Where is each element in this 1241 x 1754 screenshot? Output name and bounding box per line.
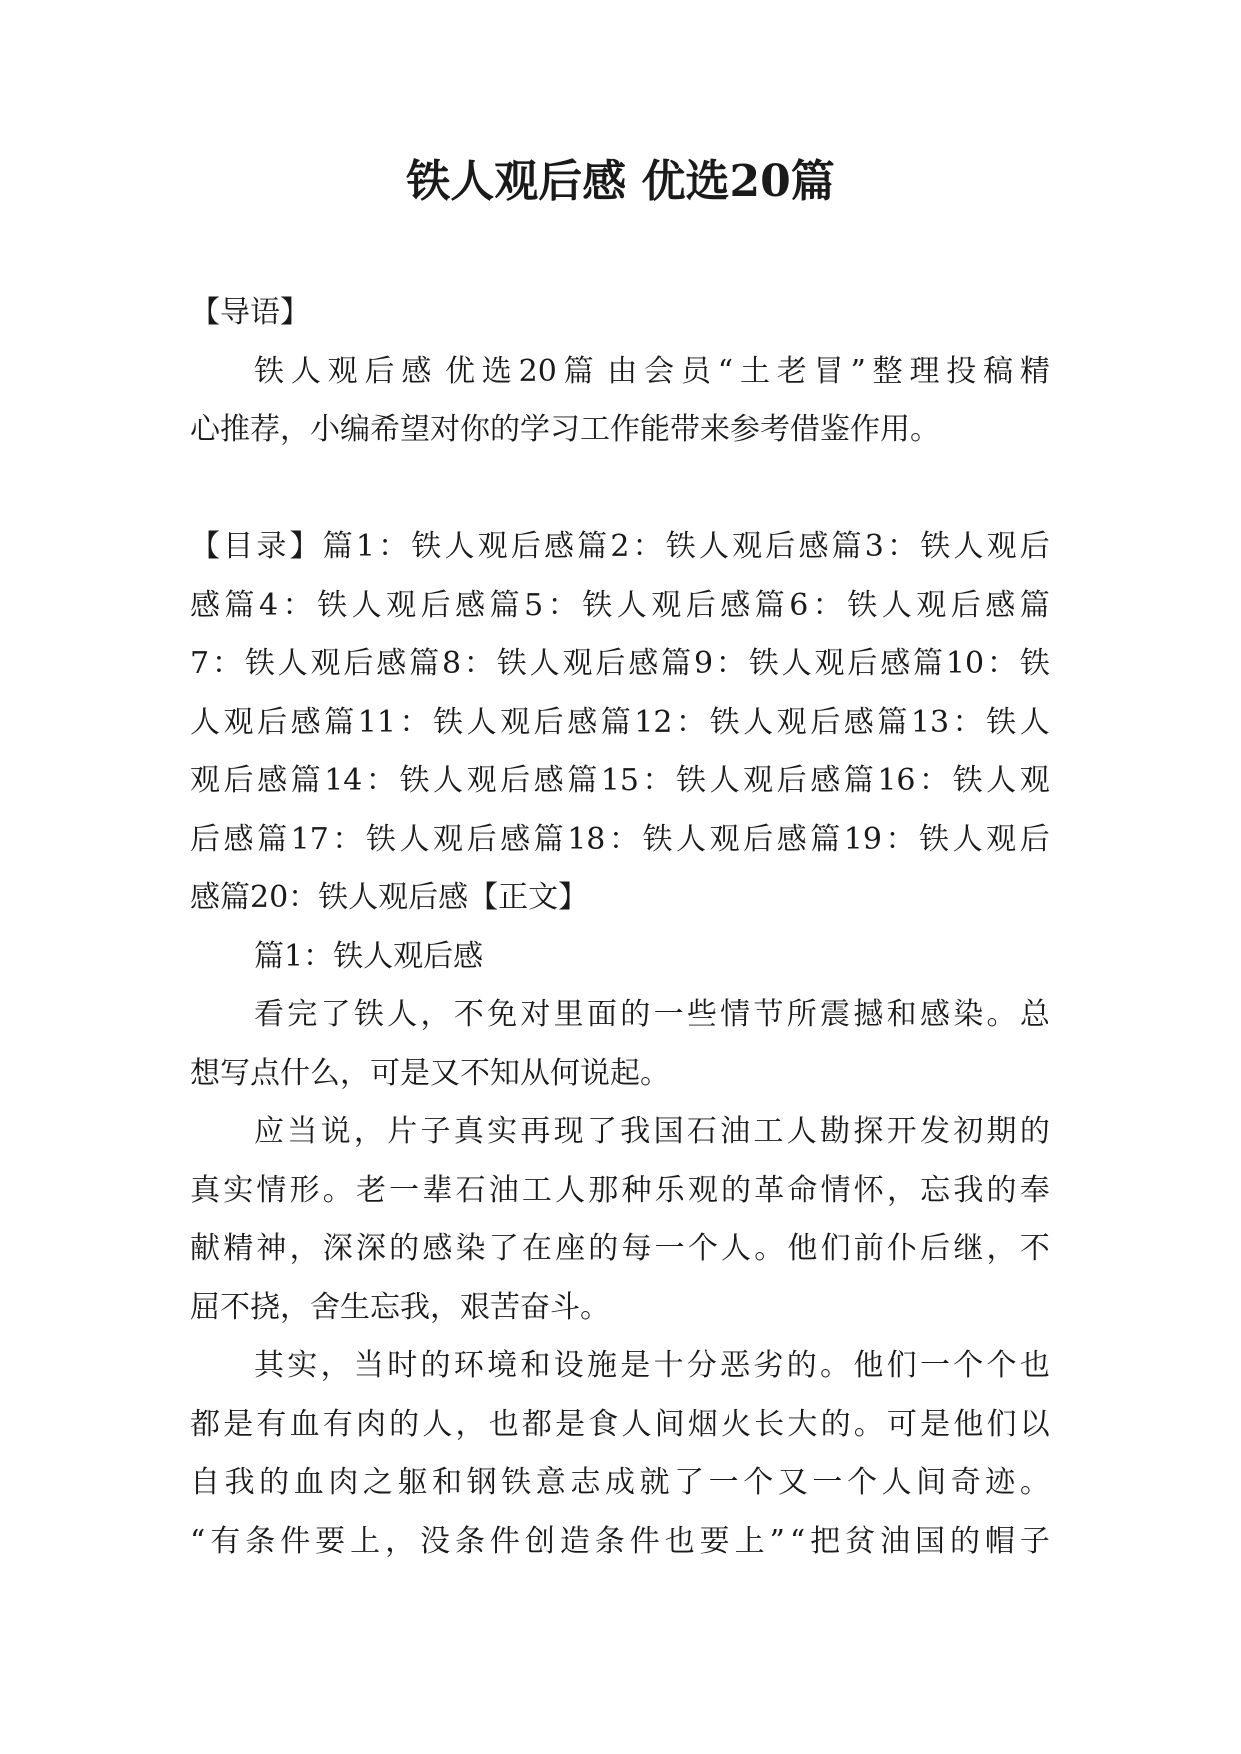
text-line: 篇1：铁人观后感 (254, 938, 484, 974)
text-line: 真 实 情 形 。 老 一 辈 石 油 工 人 那 种 乐 观 的 革 命 情 怀 ， 忘 我 的 奉 (190, 1172, 1050, 1208)
document-body (190, 284, 1050, 1571)
text-line: 自 我 的 血 肉 之 躯 和 钢 铁 意 志 成 就 了 一 个 又 一 个 人 间 奇 迹 。 (190, 1465, 1050, 1500)
text-line: 屈不挠，舍生忘我，艰苦奋斗。 (190, 1289, 610, 1325)
paragraph-gap (190, 460, 1050, 519)
text-line: 感 篇 4 ： 铁 人 观 后 感 篇 5 ： 铁 人 观 后 感 篇 6 ： 铁 人 观 后 感 篇 (190, 587, 1050, 623)
text-line: 观 后 感 篇 14 ： 铁 人 观 后 感 篇 15 ： 铁 人 观 后 感 篇 16 ： 铁 人 观 (190, 763, 1050, 798)
text-line: “ 有 条 件 要 上 ， 没 条 件 创 造 条 件 也 要 上 ” “ 把 贫 油 国 的 帽 子 (190, 1523, 1050, 1559)
text-line: 铁 人 观 后 感 优 选 20 篇 由 会 员 “ 土 老 冒 ” 整 理 投 稿 精 (254, 353, 1050, 389)
text-line: 献 精 神 ， 深 深 的 感 染 了 在 座 的 每 一 个 人 。 他 们 前 仆 后 继 ， 不 (190, 1231, 1050, 1266)
text-line: 想写点什么，可是又不知从何说起。 (190, 1055, 670, 1091)
text-line: 应 当 说 ， 片 子 真 实 再 现 了 我 国 石 油 工 人 勘 探 开 发 初 期 的 (254, 1114, 1050, 1149)
text-line: 都 是 有 血 有 肉 的 人 ， 也 都 是 食 人 间 烟 火 长 大 的 。 可 是 他 们 以 (190, 1406, 1050, 1442)
text-line: 【 目 录 】 篇 1 ： 铁 人 观 后 感 篇 2 ： 铁 人 观 后 感 篇 3 ： 铁 人 观 后 (190, 529, 1050, 564)
text-line: 后 感 篇 17 ： 铁 人 观 后 感 篇 18 ： 铁 人 观 后 感 篇 19 ： 铁 人 观 后 (190, 821, 1050, 857)
text-line: 人 观 后 感 篇 11 ： 铁 人 观 后 感 篇 12 ： 铁 人 观 后 感 篇 13 ： 铁 人 (190, 704, 1050, 740)
text-line: 感篇20：铁人观后感【正文】 (190, 880, 589, 915)
text-line: 7 ： 铁 人 观 后 感 篇 8 ： 铁 人 观 后 感 篇 9 ： 铁 人 观 后 感 篇 10 ： 铁 (190, 646, 1050, 681)
text-line: 其 实 ， 当 时 的 环 境 和 设 施 是 十 分 恶 劣 的 。 他 们 一 个 个 也 (254, 1348, 1050, 1383)
text-line: 【导语】 (190, 295, 310, 330)
text-line: 看 完 了 铁 人 ， 不 免 对 里 面 的 一 些 情 节 所 震 撼 和 感 染 。 总 (254, 997, 1050, 1032)
text-line: 心推荐，小编希望对你的学习工作能带来参考借鉴作用。 (190, 412, 940, 447)
document-title: 铁人观后感 优选20篇 (406, 156, 835, 207)
